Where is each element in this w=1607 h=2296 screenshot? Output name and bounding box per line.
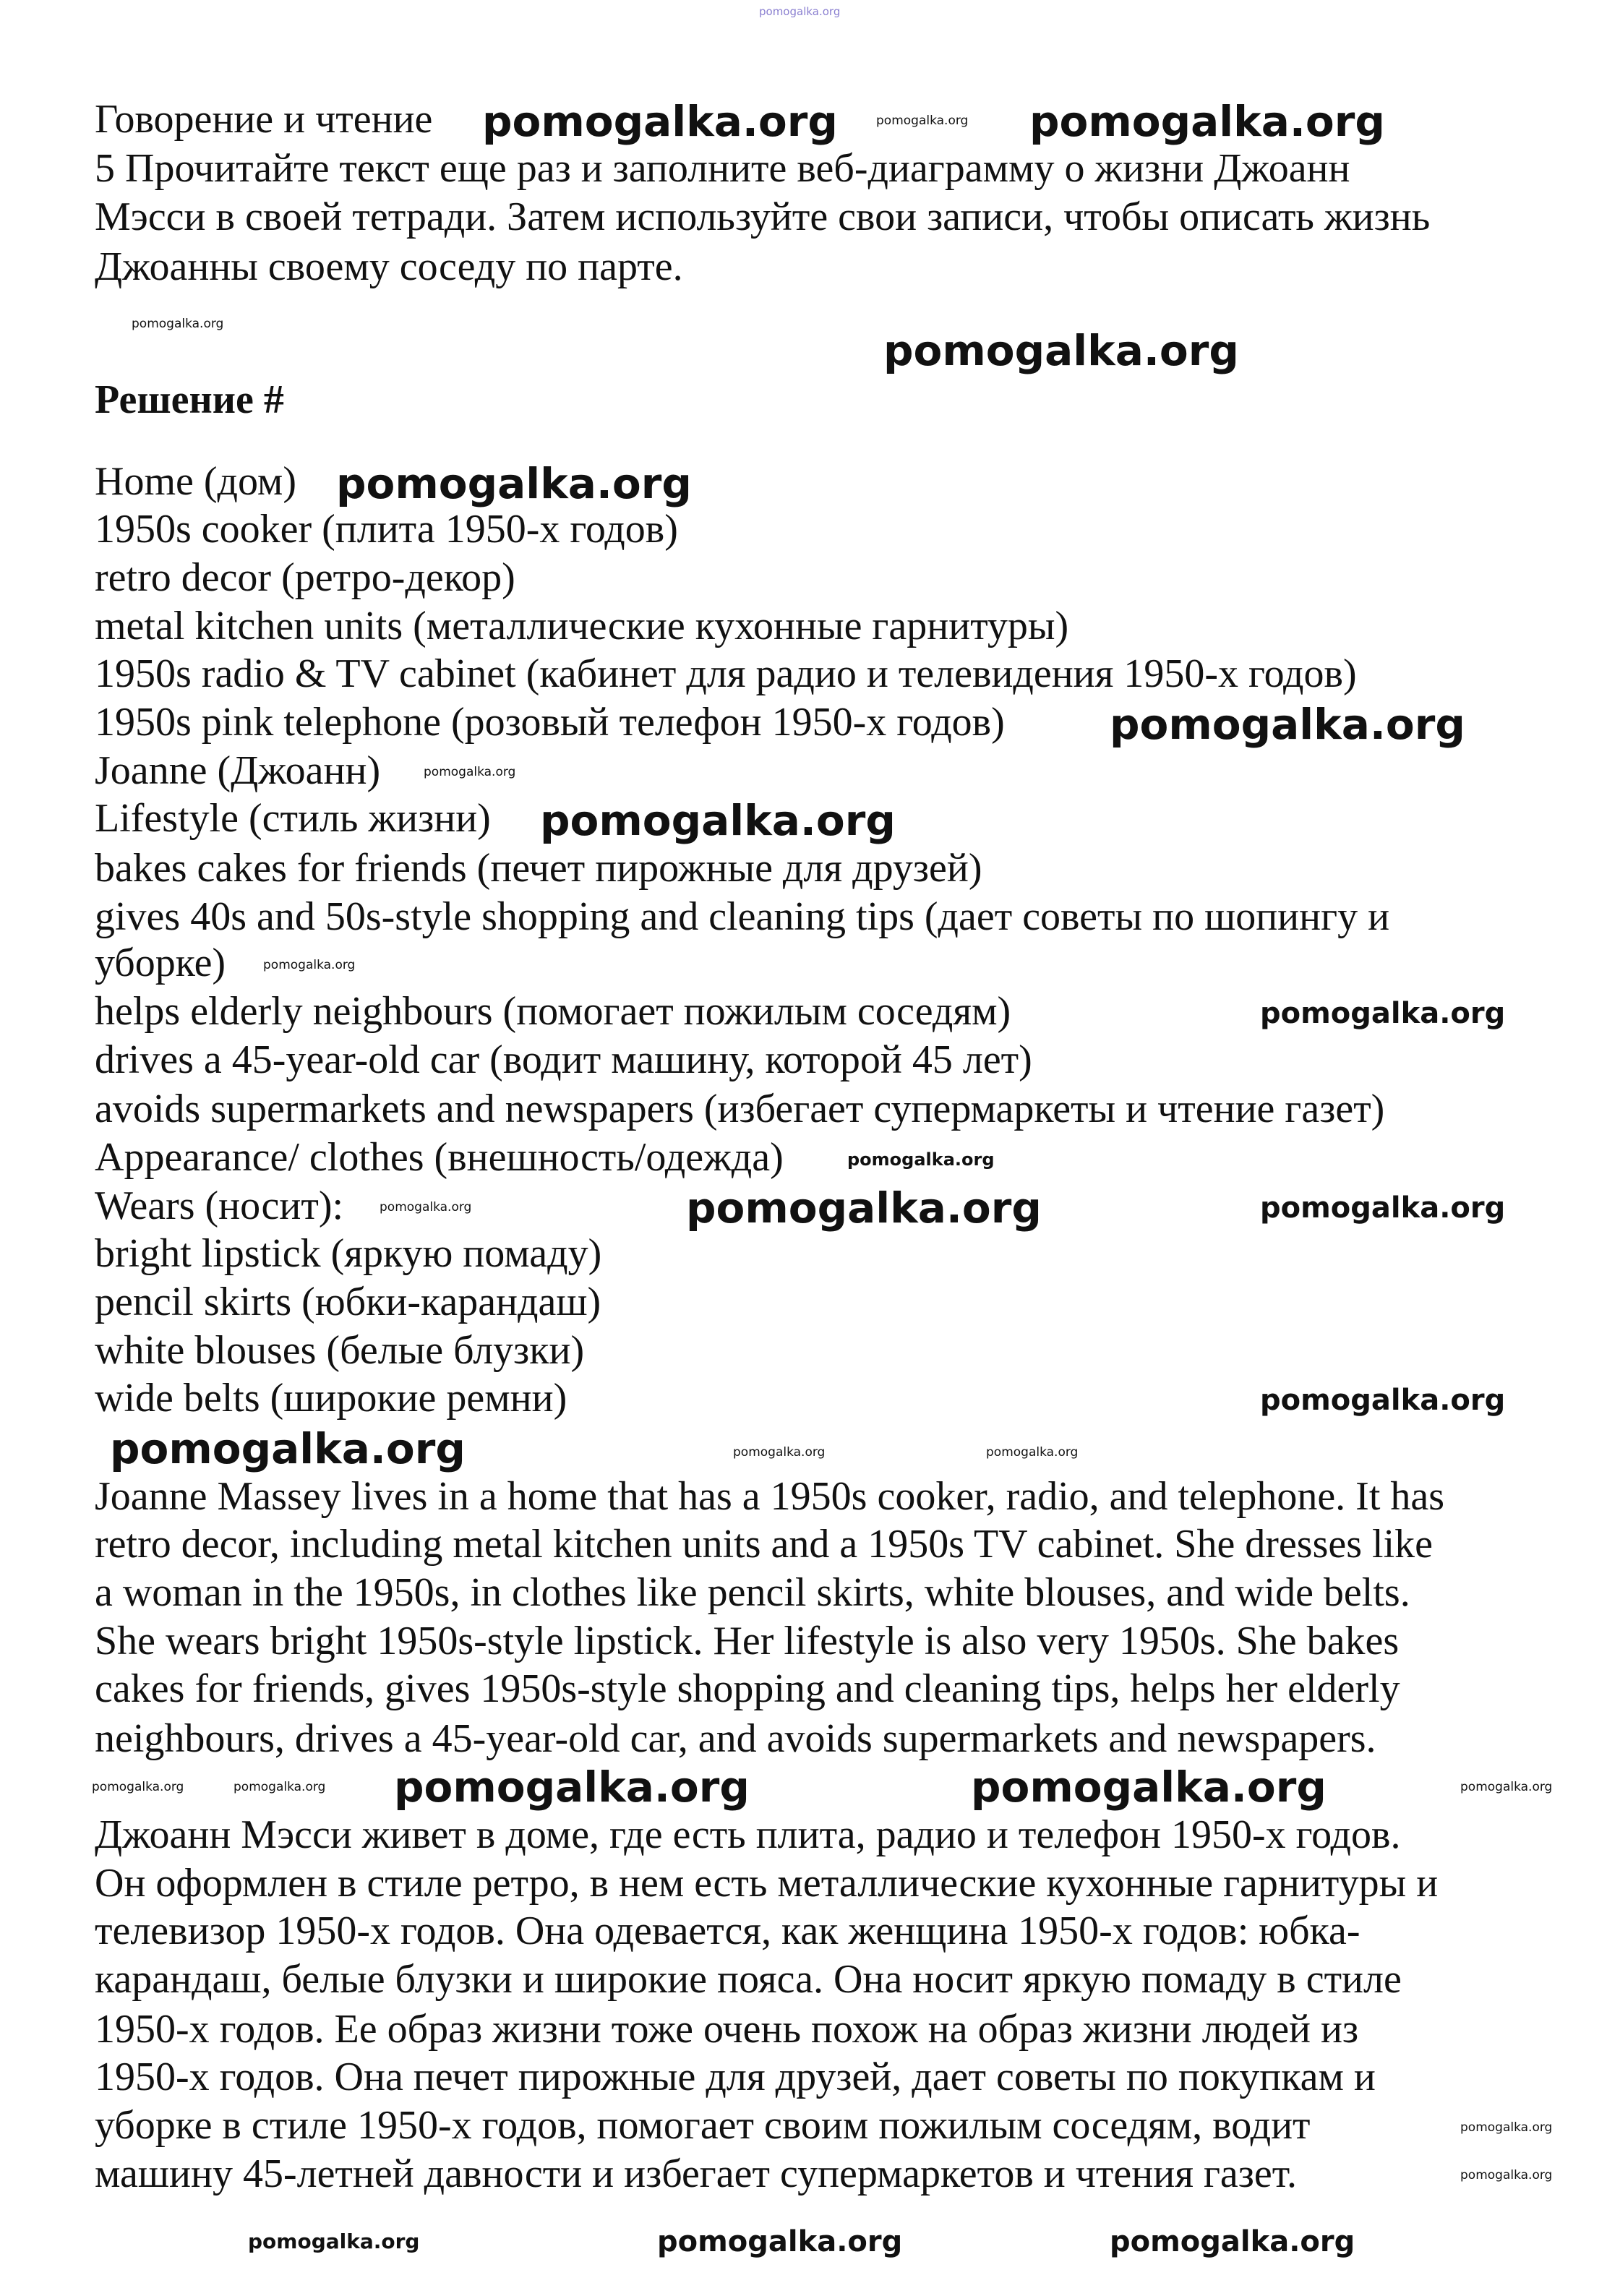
watermark-text: pomogalka.org <box>1460 1780 1553 1794</box>
note-line: helps elderly neighbours (помогает пожилым соседям) <box>95 989 1011 1034</box>
note-line: уборке) <box>95 941 226 985</box>
russian-paragraph-line: машину 45-летней давности и избегает супермаркетов и чтения газет. <box>95 2151 1298 2196</box>
watermark-text: pomogalka.org <box>540 796 896 845</box>
watermark-text: pomogalka.org <box>1110 2225 1355 2258</box>
watermark-text: pomogalka.org <box>1460 2120 1553 2135</box>
note-line: retro decor (ретро-декор) <box>95 555 515 600</box>
watermark-text: pomogalka.org <box>733 1445 826 1460</box>
watermark-text: pomogalka.org <box>876 113 969 128</box>
english-paragraph-line: She wears bright 1950s-style lipstick. Her lifestyle is also very 1950s. She bakes <box>95 1619 1400 1663</box>
russian-paragraph-line: Джоанн Мэсси живет в доме, где есть плита, радио и телефон 1950-х годов. <box>95 1812 1401 1857</box>
note-line: 1950s cooker (плита 1950-х годов) <box>95 507 678 552</box>
note-line: wide belts (широкие ремни) <box>95 1376 567 1421</box>
note-line: bright lipstick (яркую помаду) <box>95 1231 602 1276</box>
watermark-text: pomogalka.org <box>1460 2168 1553 2183</box>
note-line: white blouses (белые блузки) <box>95 1328 585 1373</box>
section-heading: Говорение и чтение <box>95 97 433 142</box>
watermark-text: pomogalka.org <box>971 1762 1327 1812</box>
english-paragraph-line: retro decor, including metal kitchen units and a 1950s TV cabinet. She dresses like <box>95 1522 1434 1567</box>
solution-title: Решение # <box>95 377 284 422</box>
watermark-text: pomogalka.org <box>394 1762 750 1812</box>
english-paragraph-line: neighbours, drives a 45-year-old car, and avoids supermarkets and newspapers. <box>95 1716 1376 1761</box>
watermark-text: pomogalka.org <box>1260 1384 1506 1417</box>
note-line: drives a 45-year-old car (водит машину, которой 45 лет) <box>95 1037 1032 1082</box>
watermark-text: pomogalka.org <box>263 958 356 972</box>
task-text-line: 5 Прочитайте текст еще раз и заполните веб-диаграмму о жизни Джоанн <box>95 146 1350 191</box>
note-line: bakes cakes for friends (печет пирожные для друзей) <box>95 846 982 891</box>
english-paragraph-line: Joanne Massey lives in a home that has a 1950s cooker, radio, and telephone. It has <box>95 1474 1445 1519</box>
watermark-text: pomogalka.org <box>424 765 516 779</box>
note-line: Lifestyle (стиль жизни) <box>95 796 491 841</box>
task-text-line: Мэсси в своей тетради. Затем используйте свои записи, чтобы описать жизнь <box>95 194 1431 239</box>
watermark-text: pomogalka.org <box>1260 997 1506 1030</box>
note-line: Appearance/ clothes (внешность/одежда) <box>95 1135 784 1180</box>
note-line: 1950s radio & TV cabinet (кабинет для радио и телевидения 1950-х годов) <box>95 651 1357 696</box>
note-line: Joanne (Джоанн) <box>95 748 381 793</box>
note-line: 1950s pink telephone (розовый телефон 1950-х годов) <box>95 700 1005 745</box>
russian-paragraph-line: 1950-х годов. Ее образ жизни тоже очень похож на образ жизни людей из <box>95 2007 1359 2052</box>
watermark-text: pomogalka.org <box>883 326 1239 375</box>
watermark-text: pomogalka.org <box>1029 97 1385 146</box>
note-line: Wears (носит): <box>95 1183 344 1228</box>
watermark-text: pomogalka.org <box>847 1149 995 1170</box>
watermark-text: pomogalka.org <box>92 1780 184 1794</box>
note-line: metal kitchen units (металлические кухонные гарнитуры) <box>95 604 1069 648</box>
russian-paragraph-line: карандаш, белые блузки и широкие пояса. Она носит яркую помаду в стиле <box>95 1957 1402 2002</box>
english-paragraph-line: cakes for friends, gives 1950s-style shopping and cleaning tips, helps her elderly <box>95 1666 1400 1711</box>
note-line: Home (дом) <box>95 459 297 504</box>
russian-paragraph-line: уборке в стиле 1950-х годов, помогает своим пожилым соседям, водит <box>95 2103 1311 2148</box>
watermark-text: pomogalka.org <box>482 97 838 146</box>
watermark-text: pomogalka.org <box>986 1445 1079 1460</box>
note-line: avoids supermarkets and newspapers (избегает супермаркеты и чтение газет) <box>95 1087 1385 1131</box>
task-text-line: Джоанны своему соседу по парте. <box>95 244 683 289</box>
watermark-text: pomogalka.org <box>233 1780 326 1794</box>
watermark-text: pomogalka.org <box>1260 1191 1506 1225</box>
watermark-text: pomogalka.org <box>1110 700 1465 749</box>
russian-paragraph-line: Он оформлен в стиле ретро, в нем есть металлические кухонные гарнитуры и <box>95 1861 1439 1906</box>
watermark-text: pomogalka.org <box>657 2225 903 2258</box>
watermark-text: pomogalka.org <box>110 1424 466 1473</box>
watermark-text: pomogalka.org <box>759 5 841 18</box>
english-paragraph-line: a woman in the 1950s, in clothes like pencil skirts, white blouses, and wide belts. <box>95 1570 1410 1615</box>
russian-paragraph-line: телевизор 1950-х годов. Она одевается, как женщина 1950-х годов: юбка- <box>95 1909 1360 1953</box>
note-line: pencil skirts (юбки-карандаш) <box>95 1280 601 1324</box>
russian-paragraph-line: 1950-х годов. Она печет пирожные для друзей, дает советы по покупкам и <box>95 2055 1376 2099</box>
watermark-text: pomogalka.org <box>132 317 224 331</box>
watermark-text: pomogalka.org <box>248 2229 420 2253</box>
watermark-text: pomogalka.org <box>336 459 692 508</box>
note-line: gives 40s and 50s-style shopping and cleaning tips (дает советы по шопингу и <box>95 894 1390 939</box>
watermark-text: pomogalka.org <box>380 1200 472 1215</box>
watermark-text: pomogalka.org <box>686 1183 1042 1233</box>
